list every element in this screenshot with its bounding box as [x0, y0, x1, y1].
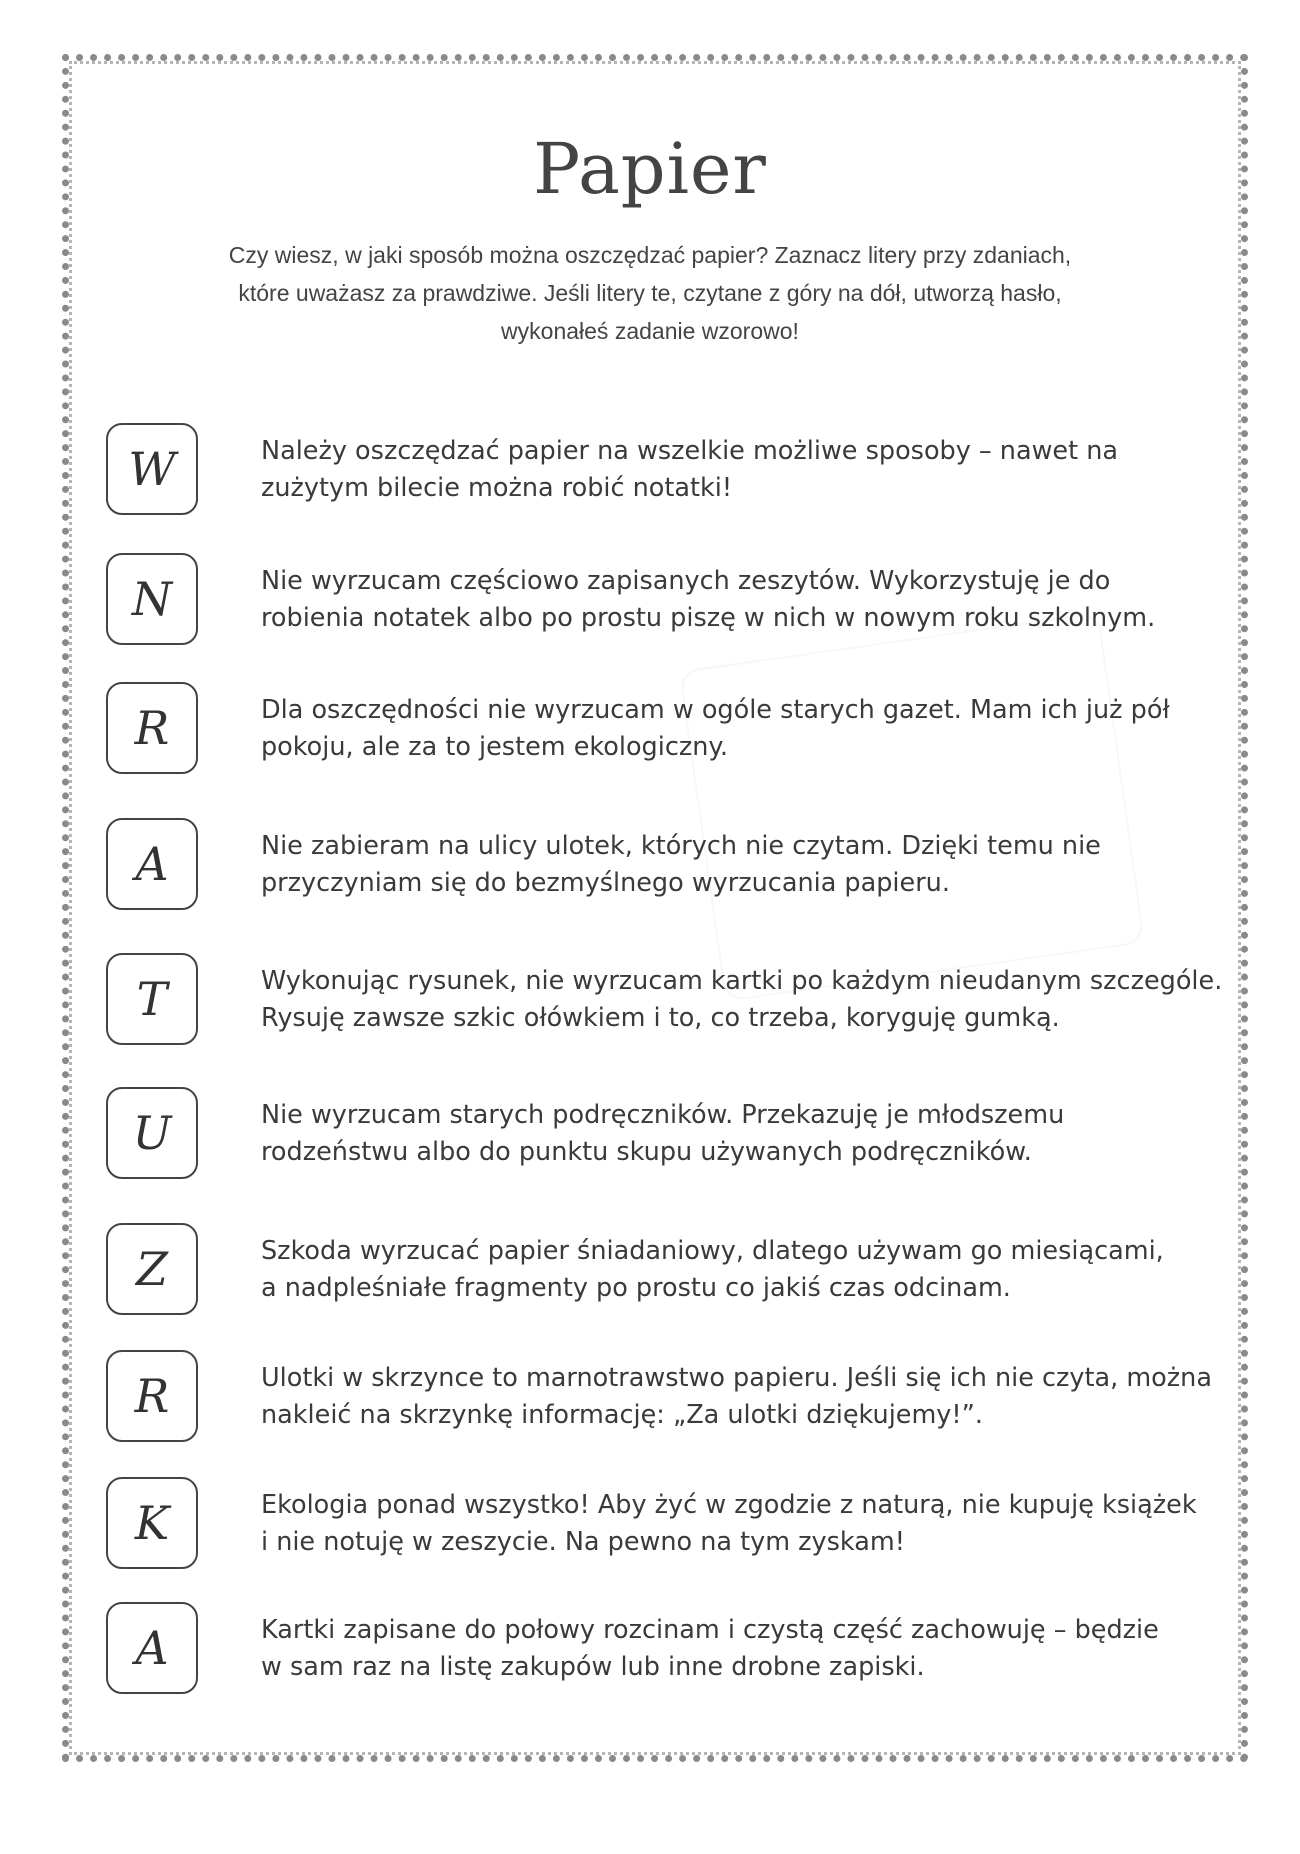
statement-item [106, 818, 1206, 912]
letter-checkbox[interactable]: N [106, 553, 198, 645]
page-title: Papier [533, 128, 767, 210]
statement-item [106, 1087, 1206, 1181]
statement-line: nakleić na skrzynkę informację: „Za ulotki dziękujemy!”. [261, 1400, 983, 1430]
statement-line: przyczyniam się do bezmyślnego wyrzucania papieru. [261, 868, 950, 898]
statement-item [106, 1350, 1212, 1444]
statement-line: Ulotki w skrzynce to marnotrawstwo papieru. Jeśli się ich nie czyta, można [261, 1363, 1212, 1393]
statement-line: pokoju, ale za to jestem ekologiczny. [261, 732, 728, 762]
statement-item [106, 1223, 1206, 1317]
statement-line: w sam raz na listę zakupów lub inne drobne zapiski. [261, 1652, 925, 1682]
statement-text [261, 433, 1201, 507]
statement-text [261, 828, 1201, 902]
statement-item [106, 553, 1206, 647]
statement-line: Nie wyrzucam starych podręczników. Przekazuję je młodszemu [261, 1100, 1065, 1130]
letter-checkbox[interactable]: K [106, 1477, 198, 1569]
statement-line: a nadpleśniałe fragmenty po prostu co jakiś czas odcinam. [261, 1273, 1011, 1303]
statement-text [261, 963, 1223, 1037]
statement-line: Rysuję zawsze szkic ołówkiem i to, co trzeba, koryguję gumką. [261, 1003, 1060, 1033]
statement-item [106, 953, 1223, 1047]
statement-item [106, 423, 1206, 517]
statement-item [106, 1477, 1206, 1571]
letter-checkbox[interactable]: U [106, 1087, 198, 1179]
statement-line: Dla oszczędności nie wyrzucam w ogóle starych gazet. Mam ich już pół [261, 695, 1170, 725]
statement-text [261, 1097, 1201, 1171]
intro-text [220, 236, 1080, 350]
statement-item [106, 1602, 1206, 1696]
statement-text [261, 1612, 1201, 1686]
statement-text [261, 1487, 1201, 1561]
statement-line: Wykonując rysunek, nie wyrzucam kartki po każdym nieudanym szczególe. [261, 966, 1223, 996]
statement-text [261, 692, 1201, 766]
statement-line: i nie notuję w zeszycie. Na pewno na tym zyskam! [261, 1527, 905, 1557]
intro-line: wykonałeś zadanie wzorowo! [501, 318, 799, 344]
statement-line: Kartki zapisane do połowy rozcinam i czystą część zachowuję – będzie [261, 1615, 1159, 1645]
letter-checkbox[interactable]: W [106, 423, 198, 515]
letter-checkbox[interactable]: R [106, 682, 198, 774]
statement-line: Nie wyrzucam częściowo zapisanych zeszytów. Wykorzystuję je do [261, 566, 1111, 596]
statement-text [261, 1233, 1201, 1307]
intro-line: Czy wiesz, w jaki sposób można oszczędzać papier? Zaznacz litery przy zdaniach, [228, 242, 1072, 268]
statement-text [261, 563, 1201, 637]
statement-line: Szkoda wyrzucać papier śniadaniowy, dlatego używam go miesiącami, [261, 1236, 1164, 1266]
statement-line: robienia notatek albo po prostu piszę w nich w nowym roku szkolnym. [261, 603, 1156, 633]
statement-line: Należy oszczędzać papier na wszelkie możliwe sposoby – nawet na [261, 436, 1119, 466]
letter-checkbox[interactable]: A [106, 818, 198, 910]
statement-item [106, 682, 1206, 776]
statement-line: rodzeństwu albo do punktu skupu używanych podręczników. [261, 1137, 1032, 1167]
letter-checkbox[interactable]: R [106, 1350, 198, 1442]
background-watermark [679, 612, 1145, 1002]
intro-line: które uważasz za prawdziwe. Jeśli litery te, czytane z góry na dół, utworzą hasło, [238, 280, 1062, 306]
statement-line: zużytym bilecie można robić notatki! [261, 473, 733, 503]
letter-checkbox[interactable]: T [106, 953, 198, 1045]
letter-checkbox[interactable]: A [106, 1602, 198, 1694]
statement-line: Nie zabieram na ulicy ulotek, których nie czytam. Dzięki temu nie [261, 831, 1101, 861]
statement-text [261, 1360, 1212, 1434]
letter-checkbox[interactable]: Z [106, 1223, 198, 1315]
statement-line: Ekologia ponad wszystko! Aby żyć w zgodzie z naturą, nie kupuję książek [261, 1490, 1197, 1520]
